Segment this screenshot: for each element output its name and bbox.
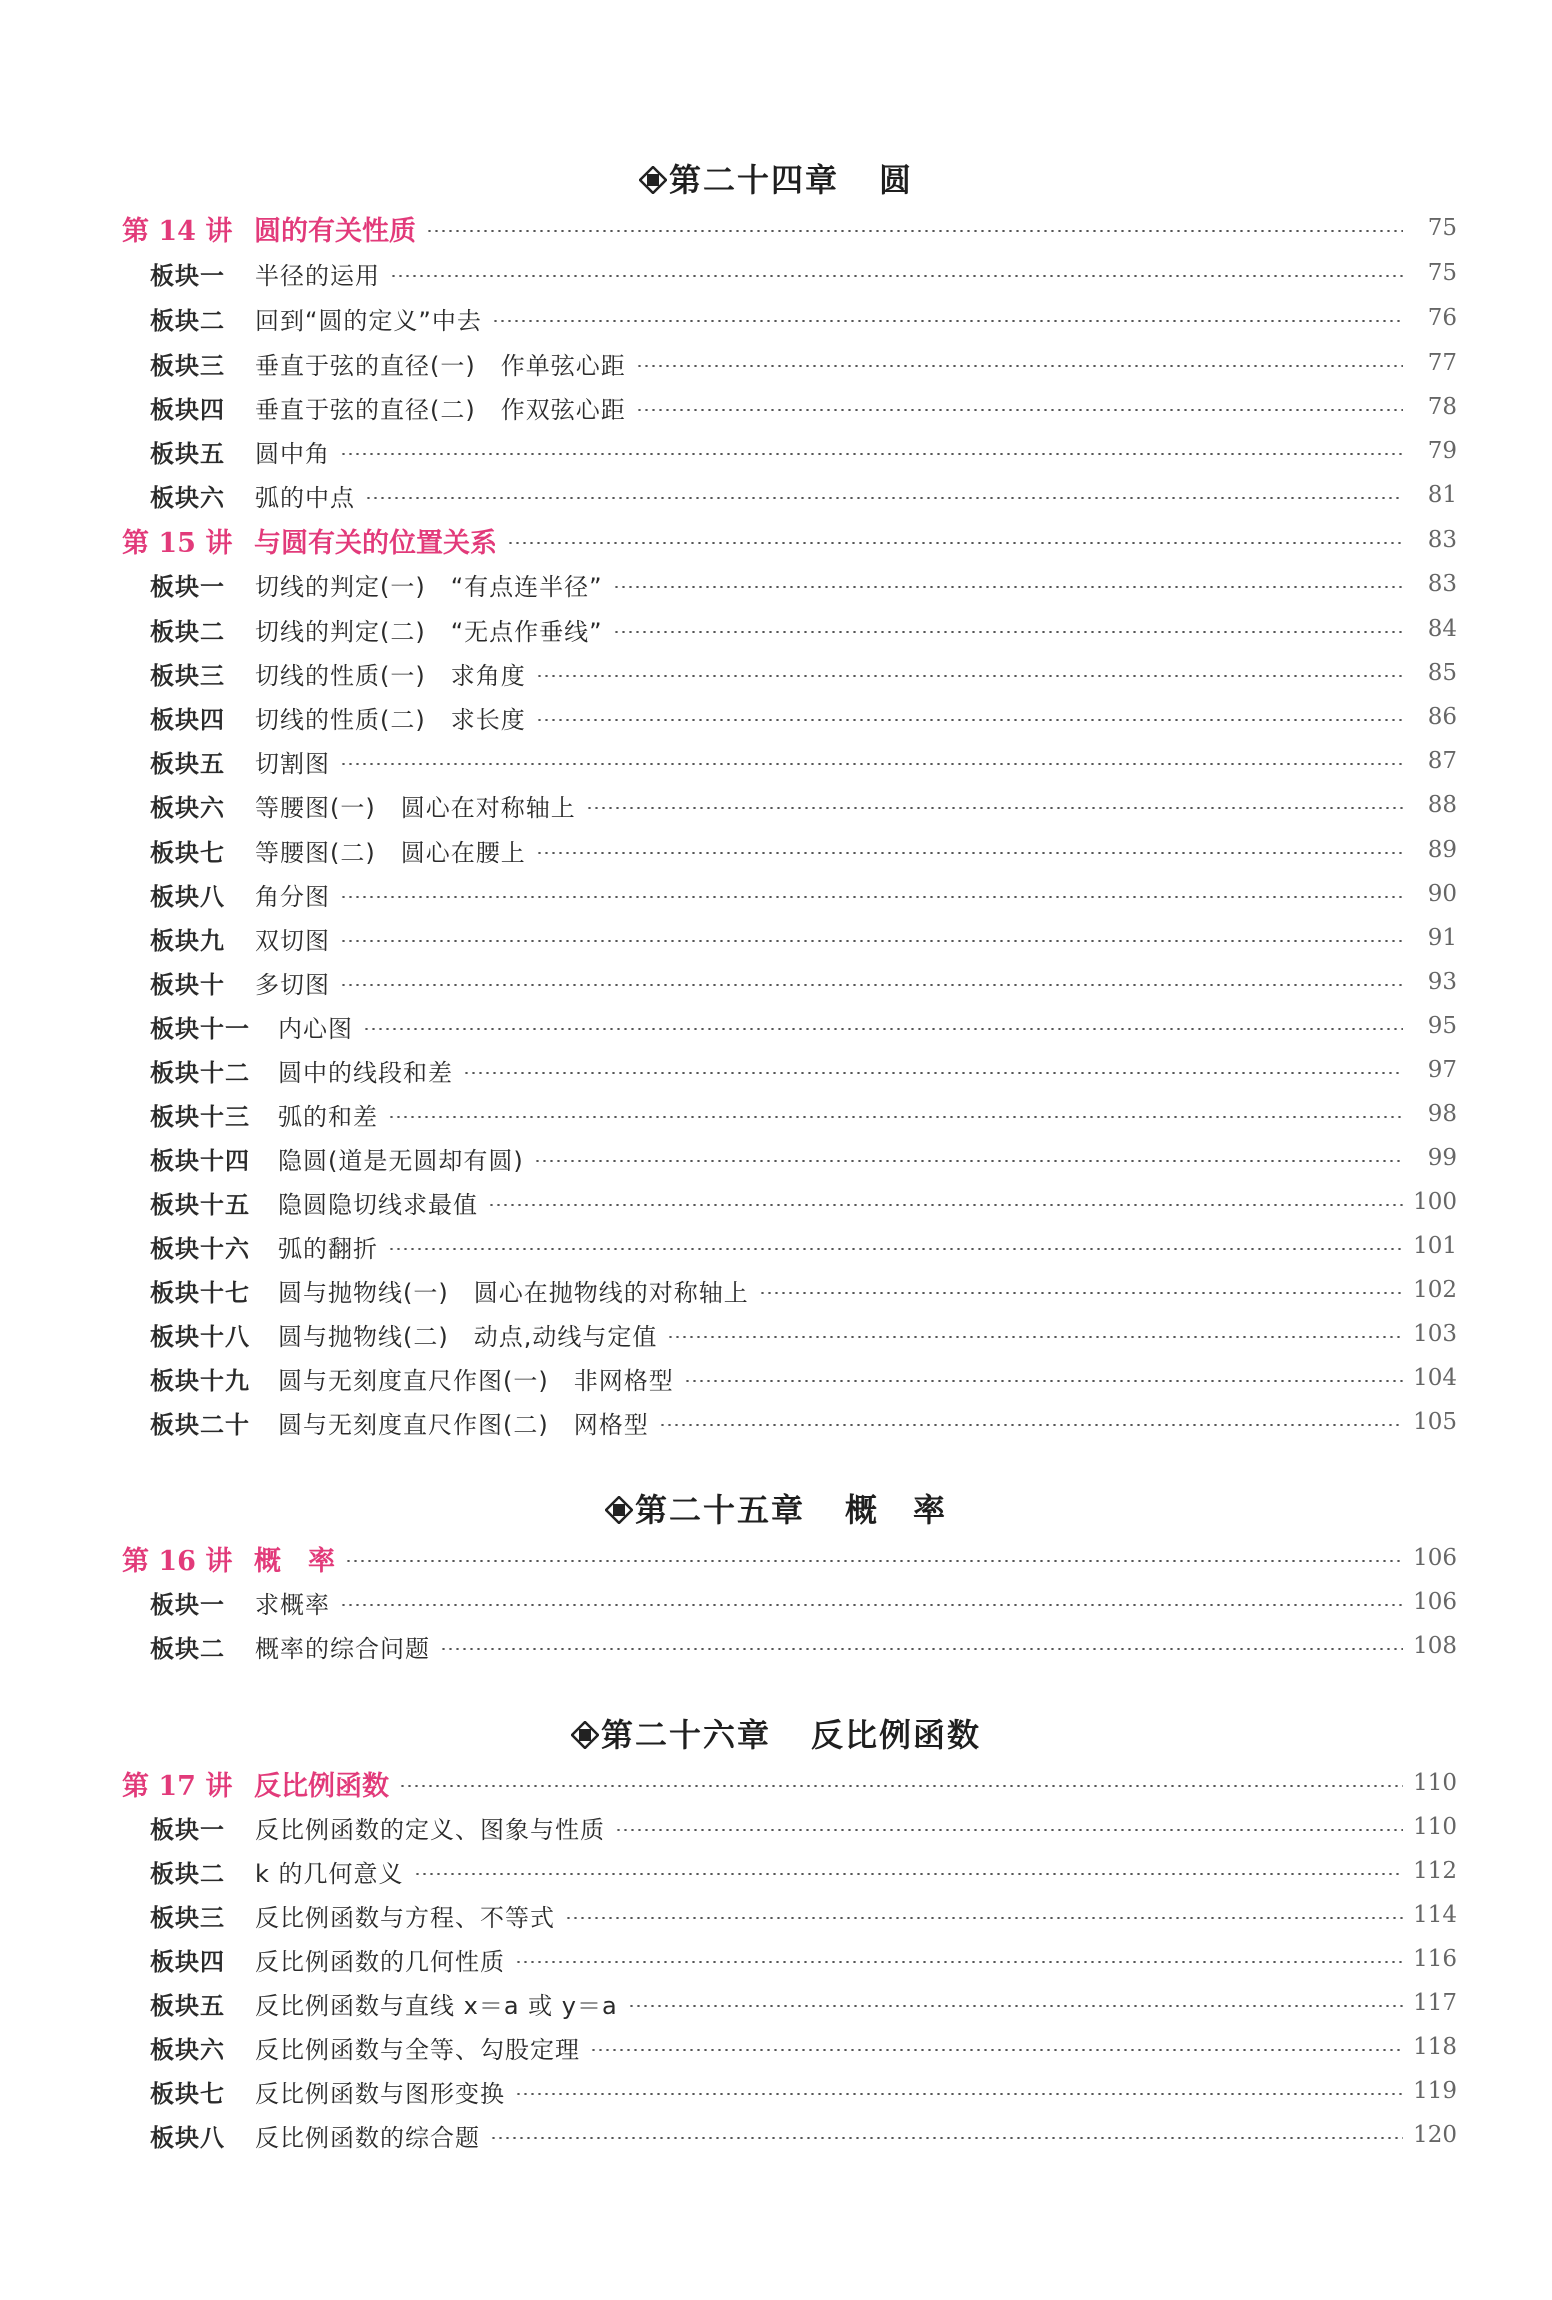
section-label: 板块五 <box>150 1991 225 2020</box>
page-number: 101 <box>1413 1233 1457 1259</box>
section-entry[interactable] <box>150 1624 1457 1668</box>
lecture-entry[interactable] <box>122 518 1457 562</box>
section-label: 板块二 <box>150 617 225 646</box>
leader-dots <box>534 1160 1403 1162</box>
section-entry[interactable] <box>150 2113 1457 2157</box>
chapter-heading <box>0 155 1552 205</box>
page-number: 83 <box>1427 527 1457 553</box>
page-number: 87 <box>1427 748 1457 774</box>
section-label: 板块七 <box>150 838 225 867</box>
leader-dots <box>363 1028 1403 1030</box>
section-entry[interactable] <box>150 695 1457 739</box>
section-title: 圆中角 <box>255 439 330 468</box>
section-label: 板块四 <box>150 1947 225 1976</box>
section-label: 板块八 <box>150 2123 225 2152</box>
section-label: 板块十一 <box>150 1014 250 1043</box>
page-number: 86 <box>1427 704 1457 730</box>
section-entry[interactable] <box>150 607 1457 651</box>
page-number: 83 <box>1427 571 1457 597</box>
lecture-title: 反比例函数 <box>254 1770 389 1802</box>
section-label: 板块一 <box>150 261 225 290</box>
section-entry[interactable] <box>150 1312 1457 1356</box>
section-entry[interactable] <box>150 739 1457 783</box>
section-entry[interactable] <box>150 651 1457 695</box>
leader-dots <box>659 1424 1403 1426</box>
section-entry[interactable] <box>150 872 1457 916</box>
lecture-entry[interactable] <box>122 206 1457 250</box>
leader-dots <box>488 1204 1403 1206</box>
page-number: 97 <box>1427 1057 1457 1083</box>
leader-dots <box>399 1785 1403 1787</box>
section-title: 角分图 <box>255 882 330 911</box>
leader-dots <box>388 1248 1403 1250</box>
section-title: 圆与抛物线(二) 动点,动线与定值 <box>278 1322 658 1351</box>
section-entry[interactable] <box>150 1981 1457 2025</box>
section-entry[interactable] <box>150 341 1457 385</box>
section-entry[interactable] <box>150 1224 1457 1268</box>
section-entry[interactable] <box>150 296 1457 340</box>
section-entry[interactable] <box>150 783 1457 827</box>
section-title: 回到“圆的定义”中去 <box>255 306 482 335</box>
leader-dots <box>636 365 1403 367</box>
section-label: 板块九 <box>150 926 225 955</box>
page-number: 118 <box>1413 2034 1457 2060</box>
leader-dots <box>586 807 1403 809</box>
section-label: 板块二十 <box>150 1410 250 1439</box>
section-title: 双切图 <box>255 926 330 955</box>
chapter-diamond-icon <box>605 1485 633 1535</box>
section-label: 板块十六 <box>150 1234 250 1263</box>
page-number: 98 <box>1427 1101 1457 1127</box>
page-number: 103 <box>1413 1321 1457 1347</box>
leader-dots <box>365 497 1403 499</box>
section-title: 圆与无刻度直尺作图(二) 网格型 <box>278 1410 649 1439</box>
chapter-number: 第二十五章 <box>634 1491 805 1529</box>
leader-dots <box>667 1336 1403 1338</box>
section-label: 板块十三 <box>150 1102 250 1131</box>
section-title: 弧的中点 <box>255 483 355 512</box>
section-title: 概率的综合问题 <box>255 1634 430 1663</box>
chapter-heading <box>0 1710 1552 1760</box>
leader-dots <box>759 1292 1403 1294</box>
section-entry[interactable] <box>150 2069 1457 2113</box>
section-title: 等腰图(一) 圆心在对称轴上 <box>255 793 576 822</box>
section-label: 板块八 <box>150 882 225 911</box>
lecture-entry[interactable] <box>122 1536 1457 1580</box>
page-number: 110 <box>1413 1770 1457 1796</box>
leader-dots <box>340 453 1403 455</box>
chapter-name: 概 率 <box>845 1491 948 1529</box>
section-entry[interactable] <box>150 960 1457 1004</box>
leader-dots <box>565 1917 1403 1919</box>
page-number: 90 <box>1427 881 1457 907</box>
section-entry[interactable] <box>150 1268 1457 1312</box>
section-label: 板块十 <box>150 970 225 999</box>
leader-dots <box>414 1873 1403 1875</box>
section-title: 弧的翻折 <box>278 1234 378 1263</box>
page-number: 116 <box>1413 1946 1457 1972</box>
section-title: 反比例函数与直线 x＝a 或 y＝a <box>255 1991 618 2020</box>
lecture-title: 概 率 <box>254 1545 335 1577</box>
section-title: 隐圆隐切线求最值 <box>278 1190 478 1219</box>
section-title: 圆与抛物线(一) 圆心在抛物线的对称轴上 <box>278 1278 749 1307</box>
section-label: 板块十五 <box>150 1190 250 1219</box>
section-title: 内心图 <box>278 1014 353 1043</box>
page-number: 120 <box>1413 2122 1457 2148</box>
page-number: 88 <box>1427 792 1457 818</box>
section-entry[interactable] <box>150 1092 1457 1136</box>
section-title: 反比例函数与方程、不等式 <box>255 1903 555 1932</box>
section-title: 切线的性质(一) 求角度 <box>255 661 526 690</box>
section-title: 切线的判定(二) “无点作垂线” <box>255 617 603 646</box>
section-entry[interactable] <box>150 1180 1457 1224</box>
section-entry[interactable] <box>150 2025 1457 2069</box>
section-title: 求概率 <box>255 1590 330 1619</box>
section-label: 板块一 <box>150 572 225 601</box>
section-title: 垂直于弦的直径(一) 作单弦心距 <box>255 351 626 380</box>
section-entry[interactable] <box>150 1048 1457 1092</box>
section-title: 反比例函数与全等、勾股定理 <box>255 2035 580 2064</box>
section-title: 多切图 <box>255 970 330 999</box>
section-entry[interactable] <box>150 1893 1457 1937</box>
leader-dots <box>490 2137 1403 2139</box>
page-number: 79 <box>1427 438 1457 464</box>
lecture-number: 第 15 讲 <box>122 527 233 559</box>
section-label: 板块四 <box>150 705 225 734</box>
page-number: 108 <box>1413 1633 1457 1659</box>
page-number: 95 <box>1427 1013 1457 1039</box>
section-label: 板块十二 <box>150 1058 250 1087</box>
leader-dots <box>684 1380 1403 1382</box>
page-number: 77 <box>1427 350 1457 376</box>
chapter-number: 第二十四章 <box>668 161 839 199</box>
section-label: 板块二 <box>150 1634 225 1663</box>
section-title: 反比例函数与图形变换 <box>255 2079 505 2108</box>
section-entry[interactable] <box>150 1580 1457 1624</box>
page-number: 104 <box>1413 1365 1457 1391</box>
page-number: 106 <box>1413 1589 1457 1615</box>
section-label: 板块十四 <box>150 1146 250 1175</box>
page-number: 75 <box>1427 260 1457 286</box>
leader-dots <box>340 763 1403 765</box>
page-number: 114 <box>1413 1902 1457 1928</box>
page-number: 102 <box>1413 1277 1457 1303</box>
page-number: 75 <box>1427 215 1457 241</box>
page-number: 105 <box>1413 1409 1457 1435</box>
page-number: 110 <box>1413 1814 1457 1840</box>
section-title: 圆中的线段和差 <box>278 1058 453 1087</box>
section-entry[interactable] <box>150 916 1457 960</box>
chapter-name: 反比例函数 <box>811 1716 982 1754</box>
leader-dots <box>390 275 1403 277</box>
section-title: 反比例函数的定义、图象与性质 <box>255 1815 605 1844</box>
section-entry[interactable] <box>150 1004 1457 1048</box>
page-number: 100 <box>1413 1189 1457 1215</box>
leader-dots <box>388 1116 1403 1118</box>
leader-dots <box>515 1961 1403 1963</box>
section-entry[interactable] <box>150 562 1457 606</box>
section-label: 板块四 <box>150 395 225 424</box>
section-label: 板块六 <box>150 483 225 512</box>
leader-dots <box>515 2093 1403 2095</box>
page-number: 91 <box>1427 925 1457 951</box>
section-entry[interactable] <box>150 1805 1457 1849</box>
chapter-name: 圆 <box>879 161 914 199</box>
section-entry[interactable] <box>150 1136 1457 1180</box>
lecture-number: 第 16 讲 <box>122 1545 233 1577</box>
leader-dots <box>590 2049 1403 2051</box>
page-number: 99 <box>1427 1145 1457 1171</box>
section-entry[interactable] <box>150 1356 1457 1400</box>
section-label: 板块十九 <box>150 1366 250 1395</box>
page-number: 76 <box>1427 305 1457 331</box>
section-entry[interactable] <box>150 251 1457 295</box>
section-entry[interactable] <box>150 1849 1457 1893</box>
section-label: 板块三 <box>150 351 225 380</box>
leader-dots <box>426 230 1403 232</box>
leader-dots <box>463 1072 1403 1074</box>
lecture-entry[interactable] <box>122 1761 1457 1805</box>
section-label: 板块二 <box>150 306 225 335</box>
section-title: 反比例函数的综合题 <box>255 2123 480 2152</box>
leader-dots <box>613 586 1403 588</box>
lecture-number: 第 14 讲 <box>122 215 233 247</box>
leader-dots <box>536 675 1403 677</box>
page-number: 112 <box>1413 1858 1457 1884</box>
page-number: 93 <box>1427 969 1457 995</box>
chapter-diamond-icon <box>571 1710 599 1760</box>
leader-dots <box>536 852 1403 854</box>
leader-dots <box>340 984 1403 986</box>
lecture-title: 与圆有关的位置关系 <box>254 527 497 559</box>
section-title: 弧的和差 <box>278 1102 378 1131</box>
section-title: 切线的判定(一) “有点连半径” <box>255 572 603 601</box>
leader-dots <box>340 1604 1403 1606</box>
page-number: 81 <box>1427 482 1457 508</box>
page-number: 106 <box>1413 1545 1457 1571</box>
section-label: 板块二 <box>150 1859 225 1888</box>
section-title: 隐圆(道是无圆却有圆) <box>278 1146 524 1175</box>
page-number: 119 <box>1413 2078 1457 2104</box>
section-title: 等腰图(二) 圆心在腰上 <box>255 838 526 867</box>
section-entry[interactable] <box>150 1400 1457 1444</box>
section-label: 板块三 <box>150 661 225 690</box>
section-label: 板块十八 <box>150 1322 250 1351</box>
section-label: 板块五 <box>150 749 225 778</box>
section-entry[interactable] <box>150 1937 1457 1981</box>
lecture-number: 第 17 讲 <box>122 1770 233 1802</box>
leader-dots <box>628 2005 1403 2007</box>
section-title: k 的几何意义 <box>255 1859 404 1888</box>
section-label: 板块三 <box>150 1903 225 1932</box>
section-label: 板块十七 <box>150 1278 250 1307</box>
leader-dots <box>615 1829 1403 1831</box>
page-number: 117 <box>1413 1990 1457 2016</box>
section-entry[interactable] <box>150 429 1457 473</box>
section-title: 垂直于弦的直径(二) 作双弦心距 <box>255 395 626 424</box>
page-number: 84 <box>1427 616 1457 642</box>
section-entry[interactable] <box>150 473 1457 517</box>
section-title: 反比例函数的几何性质 <box>255 1947 505 1976</box>
leader-dots <box>345 1560 1403 1562</box>
section-label: 板块七 <box>150 2079 225 2108</box>
chapter-number: 第二十六章 <box>600 1716 771 1754</box>
section-label: 板块六 <box>150 793 225 822</box>
section-label: 板块五 <box>150 439 225 468</box>
leader-dots <box>536 719 1403 721</box>
page-number: 85 <box>1427 660 1457 686</box>
section-title: 切割图 <box>255 749 330 778</box>
leader-dots <box>613 631 1403 633</box>
leader-dots <box>340 896 1403 898</box>
section-label: 板块一 <box>150 1815 225 1844</box>
page-number: 78 <box>1427 394 1457 420</box>
leader-dots <box>340 940 1403 942</box>
leader-dots <box>636 409 1403 411</box>
section-title: 半径的运用 <box>255 261 380 290</box>
leader-dots <box>440 1648 1403 1650</box>
leader-dots <box>507 542 1403 544</box>
lecture-title: 圆的有关性质 <box>254 215 416 247</box>
section-title: 圆与无刻度直尺作图(一) 非网格型 <box>278 1366 674 1395</box>
leader-dots <box>492 320 1403 322</box>
section-entry[interactable] <box>150 385 1457 429</box>
section-label: 板块六 <box>150 2035 225 2064</box>
page-number: 89 <box>1427 837 1457 863</box>
section-label: 板块一 <box>150 1590 225 1619</box>
chapter-diamond-icon <box>639 155 667 205</box>
section-title: 切线的性质(二) 求长度 <box>255 705 526 734</box>
chapter-heading <box>0 1485 1552 1535</box>
section-entry[interactable] <box>150 828 1457 872</box>
